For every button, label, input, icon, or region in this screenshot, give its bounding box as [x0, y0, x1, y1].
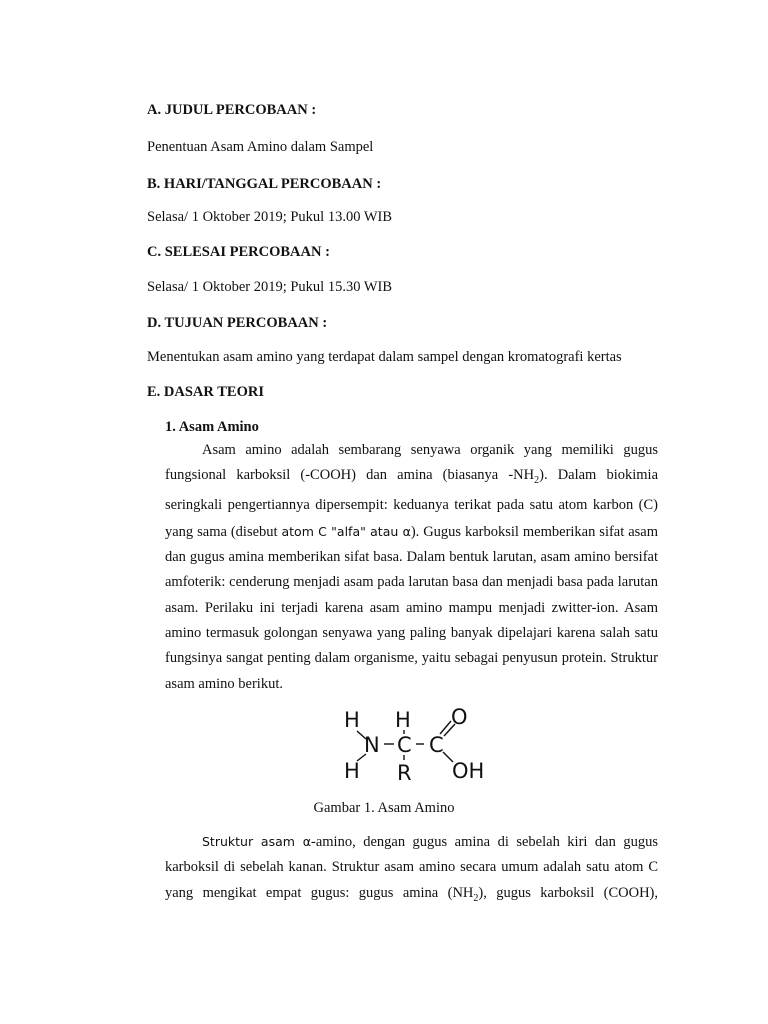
section-a-text: Penentuan Asam Amino dalam Sampel	[147, 139, 374, 155]
figure-1-caption: Gambar 1. Asam Amino	[313, 800, 455, 816]
section-b-heading: B. HARI/TANGGAL PERCOBAAN :	[147, 176, 382, 192]
paragraph-2-subscript: 2	[473, 892, 479, 904]
atom-h-top-left: H	[344, 708, 360, 732]
paragraph-1-subscript: 2	[534, 475, 540, 487]
subsection-1-heading: 1. Asam Amino	[165, 419, 259, 435]
paragraph-1-alpha-term: atom C "alfa" atau α	[281, 523, 411, 539]
paragraph-2-text-b: ), gugus karboksil (COOH),	[478, 884, 658, 901]
amino-acid-structure-diagram	[330, 700, 490, 790]
section-b-text: Selasa/ 1 Oktober 2019; Pukul 13.00 WIB	[147, 209, 393, 225]
atom-oh: OH	[452, 759, 485, 783]
section-c-text: Selasa/ 1 Oktober 2019; Pukul 15.30 WIB	[147, 279, 393, 295]
paragraph-1-text-a: Asam amino adalah sembarang senyawa organik yang memiliki gugus fungsional karboksil (-COOH) dan amina (biasanya -NH	[165, 442, 658, 484]
atom-n: N	[364, 733, 380, 757]
bond-c-o-double-2	[444, 724, 455, 736]
section-c-heading: C. SELESAI PERCOBAAN :	[147, 244, 330, 260]
section-e-heading: E. DASAR TEORI	[147, 384, 264, 400]
atom-r: R	[397, 761, 412, 785]
atom-h-bottom-left: H	[344, 759, 360, 783]
atom-c-carboxyl: C	[429, 733, 444, 757]
paragraph-1-text-c: ). Gugus karboksil memberikan sifat asam dan gugus amina memberikan sifat basa. Dalam bentuk larutan, asam amino bersifat amfoterik: cenderung menjadi asam pada larutan basa dan menjadi basa pada larutan asam. Perilaku ini terjadi karena asam amino mampu menjadi zwitter-ion. Asam amino termasuk golongan senyawa yang paling banyak dipelajari karena salah satu fungsinya sangat penting dalam organisme, yaitu sebagai penyusun protein. Struktur asam amino berikut.	[165, 523, 658, 692]
paragraph-1-text-b: ). Dalam biokimia seringkali pengertiannya dipersempit: keduanya terikat pada satu atom karbon (C) yang sama (disebut	[165, 467, 659, 540]
paragraph-2-alpha-term: Struktur asam α	[202, 834, 312, 849]
atom-h-top-mid: H	[395, 708, 411, 732]
paragraph-2	[165, 829, 658, 911]
section-d-heading: D. TUJUAN PERCOBAAN :	[147, 315, 328, 331]
bond-h-n-bottom	[357, 754, 366, 761]
bond-c-o-double-1	[440, 721, 451, 734]
section-a-heading: A. JUDUL PERCOBAAN :	[147, 102, 317, 118]
paragraph-2-text-a: -amino, dengan gugus amina di sebelah kiri dan gugus karboksil di sebelah kanan. Struktur asam amino secara umum adalah satu atom C yang mengikat empat gugus: gugus amina (NH	[165, 834, 658, 901]
atom-o-top: O	[451, 705, 468, 729]
section-d-text: Menentukan asam amino yang terdapat dalam sampel dengan kromatografi kertas	[147, 349, 622, 365]
bond-c-oh	[443, 752, 453, 762]
paragraph-1	[165, 438, 658, 697]
atom-c-alpha: C	[397, 733, 412, 757]
